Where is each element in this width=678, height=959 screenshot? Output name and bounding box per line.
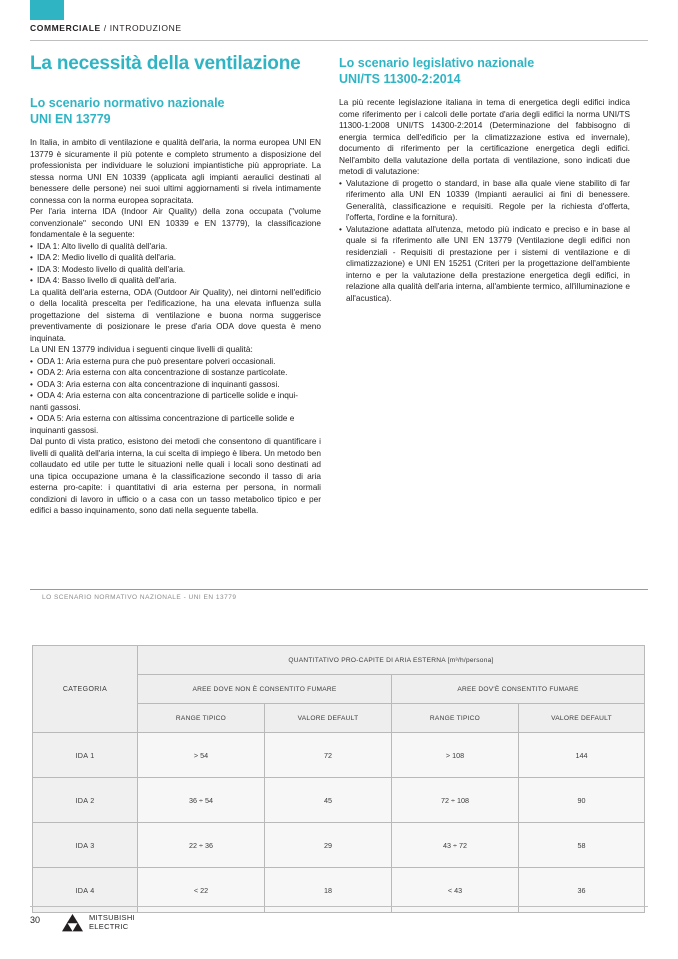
oda-list [30,356,321,402]
right-section-heading-line2: UNI/TS 11300-2:2014 [339,72,461,86]
breadcrumb [30,23,182,33]
brand-name-line1: MITSUBISHI [89,913,135,922]
row-cell: 43 ÷ 72 [392,823,519,868]
mitsubishi-logo-icon [62,913,83,932]
left-paragraph-oda: La qualità dell'aria esterna, ODA (Outdoor Air Quality), nei dintorni nell'edificio o della località prescelta per l'edificazione, ha una elevata influenza sulla progettazione del sistema di ventilazione e buona norma suggerisce preventivamente di posizionare le prese d'aria ODA dove questa è meno inquinata. [30,286,321,343]
header-divider [30,40,648,41]
row-cell: 58 [519,823,645,868]
page-header [30,0,648,38]
oda-list-continuation-3 [30,425,321,437]
right-column [339,52,630,304]
table-row [33,733,645,778]
methods-list [339,178,630,305]
row-cell: > 54 [138,733,265,778]
list-item: • IDA 4: Basso livello di qualità dell'aria. [30,275,321,287]
table-row [33,823,645,868]
row-cell: 36 ÷ 54 [138,778,265,823]
list-item: • ODA 3: Aria esterna con alta concentrazione di inquinanti gassosi. [30,379,321,391]
row-category: IDA 1 [33,733,138,778]
left-paragraph-final: Dal punto di vista pratico, esistono dei metodi che consentono di quantificare i livelli di qualità dell'aria interna, la cui scelta di impiego è libera. Un metodo ben collaudato ed utile per tutte le situazioni nelle quali i locali sono destinati ad una tipica occupazione umana è la classificazione secondo il tasso di aria esterna pro-capite: i quantitativi di aria esterna per persona, in normali condizioni di lavoro in ufficio o a casa con un tasso metabolico tipico e per edifici a basso inquinamento, sono dati nella seguente tabella. [30,436,321,515]
table-header-row-title [33,646,645,675]
table-row [33,778,645,823]
brand-accent-block [30,0,64,20]
row-cell: > 108 [392,733,519,778]
row-cell: 45 [265,778,392,823]
left-section-heading [30,95,321,127]
sub-header-default-smoke: VALORE DEFAULT [519,704,645,733]
row-cell: 29 [265,823,392,868]
table-caption: LO SCENARIO NORMATIVO NAZIONALE - UNI EN 13779 [42,594,237,601]
list-item: • IDA 1: Alto livello di qualità dell'aria. [30,241,321,253]
row-category: IDA 2 [33,778,138,823]
left-paragraph-oda-intro: La UNI EN 13779 individua i seguenti cinque livelli di qualità: [30,344,253,354]
breadcrumb-section: COMMERCIALE [30,23,101,33]
left-section-heading-line1: Lo scenario normativo nazionale [30,96,225,110]
table-section-divider [30,589,648,590]
left-paragraph-1: In Italia, in ambito di ventilazione e qualità dell'aria, la norma europea UNI EN 13779 è sicuramente il più potente e completo strumento a disposizione del professionista per individuare le soluzioni impiantistiche più appropriate. La stessa norma UNI EN 10339 (applicata agli impianti aeraulici destinati al benessere delle persone) nei suoi ultimi aggiornamenti si rivela intimamente connessa con la norma europea sopracitata. [30,137,321,205]
page-title: La necessità della ventilazione [30,53,301,74]
brand-name-line2: ELECTRIC [89,921,129,931]
air-quantity-table [32,645,645,913]
data-table-container [32,645,644,913]
row-category: IDA 3 [33,823,138,868]
row-cell: 22 ÷ 36 [138,823,265,868]
list-item: • Valutazione di progetto o standard, in base alla quale viene stabilito di far riferimento alla UNI EN 10339 (Impianti aeraulici ai fini di benessere. Generalità, classificazione e requisiti. Regole per la richiesta d'offerta, l'offerta, l'ordine e la fornitura). [339,178,630,224]
right-section-heading [339,55,630,87]
sub-header-range-nosmoke: RANGE TIPICO [138,704,265,733]
sub-header-default-nosmoke: VALORE DEFAULT [265,704,392,733]
ida-list [30,241,321,287]
row-cell: 18 [265,868,392,913]
list-item: • ODA 1: Aria esterna pura che può presentare polveri occasionali. [30,356,321,368]
page-number: 30 [30,915,41,925]
left-section-heading-line2: UNI EN 13779 [30,112,111,126]
group-header-no-smoking: AREE DOVE NON È CONSENTITO FUMARE [138,675,392,704]
row-category: IDA 4 [33,868,138,913]
list-item: • Valutazione adattata all'utenza, metodo più indicato e preciso e in base al quale si fa riferimento alle UNI EN 13779 (Ventilazione degli edifici non residenziali - Requisiti di prestazione per i sistemi di ventilazione e di climatizzazione) e UNI EN 15251 (Criteri per la progettazione dell'ambiente interno e per la valutazione della prestazione energetica degli edifici, in relazione alla qualità dell'aria interna, all'ambiente termico, all'illuminazione e all'acustica). [339,224,630,305]
footer-divider [30,906,648,907]
list-item: inquinanti gassosi. [30,424,99,435]
list-item: • ODA 2: Aria esterna con alta concentrazione di sostanze particolate. [30,367,321,379]
row-cell: 72 [265,733,392,778]
right-section-heading-line1: Lo scenario legislativo nazionale [339,56,535,70]
row-cell: < 22 [138,868,265,913]
right-paragraph-1: La più recente legislazione italiana in tema di energetica degli edifici indica come riferimento per i calcoli delle portate d'aria degli edifici la norma UNI/TS 11300-1:2008 UNI/TS 14300-2:2014 (Determinazione del fabbisogno di energia termica dell'edificio per la climatizzazione estiva ed invernale), documento di riferimento per la certificazione energetica degli edifici. Nell'ambito della valutazione della portata di ventilazione, sono indicati due metodi di valutazione: [339,97,630,176]
list-item: • ODA 5: Aria esterna con altissima concentrazione di particelle solide e [30,413,321,425]
row-cell: 90 [519,778,645,823]
table-title-header: QUANTITATIVO PRO-CAPITE DI ARIA ESTERNA [m³/h/persona] [138,646,645,675]
list-item: nanti gassosi. [30,401,81,412]
breadcrumb-subsection: / INTRODUZIONE [100,23,182,33]
row-cell: 72 ÷ 108 [392,778,519,823]
row-cell: 36 [519,868,645,913]
list-item: • IDA 2: Medio livello di qualità dell'aria. [30,252,321,264]
left-column [30,52,321,517]
row-cell: < 43 [392,868,519,913]
brand-name [89,914,135,931]
row-cell: 144 [519,733,645,778]
left-paragraph-2: Per l'aria interna IDA (Indoor Air Quality) della zona occupata ("volume convenzionale" secondo UNI EN 10339 e EN 13779), la classificazione fondamentale è la seguente: [30,206,321,239]
oda-list-continuation-2 [30,413,321,425]
column-header-category: CATEGORIA [33,646,138,733]
brand-footer [62,913,135,932]
list-item: • IDA 3: Modesto livello di qualità dell'aria. [30,264,321,276]
sub-header-range-smoke: RANGE TIPICO [392,704,519,733]
group-header-smoking: AREE DOV'È CONSENTITO FUMARE [392,675,645,704]
oda-list-continuation [30,402,321,414]
list-item: • ODA 4: Aria esterna con alta concentrazione di particelle solide e inqui- [30,390,321,402]
